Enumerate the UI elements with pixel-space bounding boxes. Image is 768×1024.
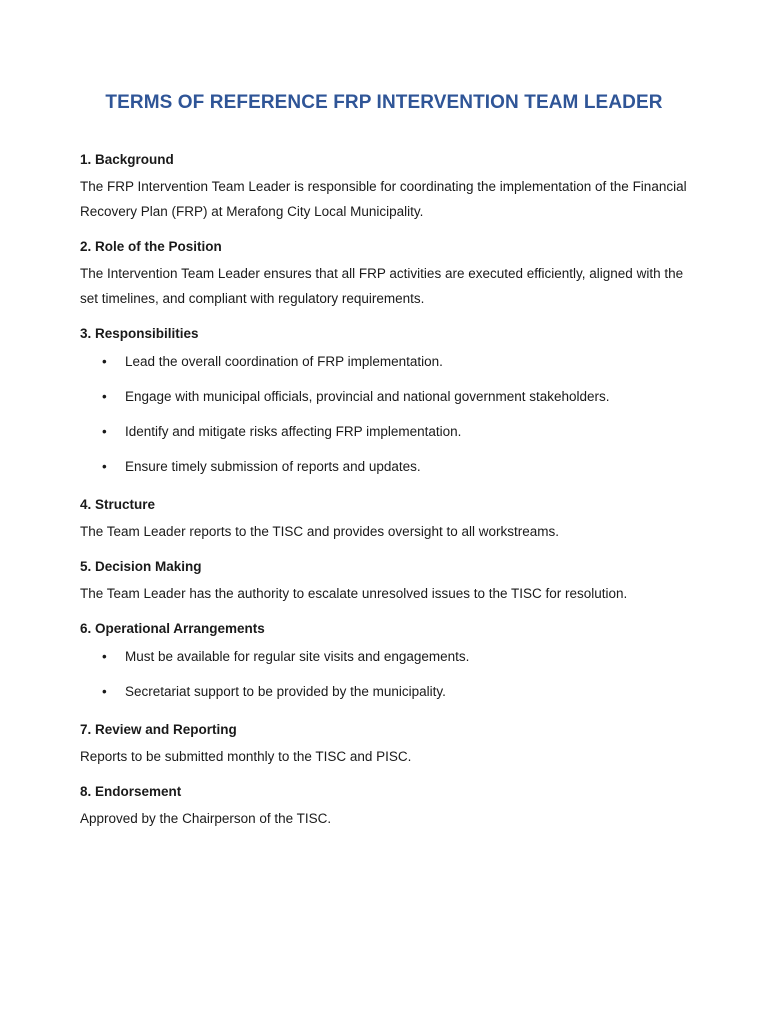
section-heading: 1. Background xyxy=(80,152,174,167)
bullet-list xyxy=(80,646,700,703)
list-item xyxy=(80,386,700,408)
section-paragraph: Approved by the Chairperson of the TISC. xyxy=(80,811,332,826)
list-item-text: Identify and mitigate risks affecting FRP implementation. xyxy=(125,424,462,439)
section-decision-making xyxy=(80,553,700,606)
section-structure xyxy=(80,491,700,544)
section-paragraph: The Intervention Team Leader ensures that all FRP activities are executed efficiently, aligned with the set timelines, and compliant with regulatory requirements. xyxy=(80,266,684,306)
list-item-text: Secretariat support to be provided by the municipality. xyxy=(125,684,446,699)
section-endorsement xyxy=(80,778,700,831)
section-responsibilities xyxy=(80,320,700,478)
bullet-icon: • xyxy=(102,424,107,439)
section-operational-arrangements xyxy=(80,615,700,703)
section-heading: 5. Decision Making xyxy=(80,559,202,574)
bullet-icon: • xyxy=(102,459,107,474)
section-paragraph: The FRP Intervention Team Leader is responsible for coordinating the implementation of the Financial Recovery Plan (FRP) at Merafong City Local Municipality. xyxy=(80,179,687,219)
list-item xyxy=(80,456,700,478)
bullet-icon: • xyxy=(102,389,107,404)
section-role-of-position xyxy=(80,233,700,311)
section-paragraph: The Team Leader reports to the TISC and provides oversight to all workstreams. xyxy=(80,524,559,539)
section-background xyxy=(80,146,700,224)
list-item-text: Ensure timely submission of reports and updates. xyxy=(125,459,421,474)
section-paragraph: Reports to be submitted monthly to the TISC and PISC. xyxy=(80,749,412,764)
bullet-icon: • xyxy=(102,684,107,699)
list-item xyxy=(80,646,700,668)
section-heading: 4. Structure xyxy=(80,497,156,512)
section-review-and-reporting xyxy=(80,716,700,769)
section-heading: 6. Operational Arrangements xyxy=(80,621,265,636)
section-heading: 2. Role of the Position xyxy=(80,239,222,254)
document-title: TERMS OF REFERENCE FRP INTERVENTION TEAM LEADER xyxy=(105,92,663,113)
list-item xyxy=(80,351,700,373)
document-body xyxy=(80,146,700,840)
bullet-icon: • xyxy=(102,354,107,369)
list-item xyxy=(80,421,700,443)
list-item-text: Lead the overall coordination of FRP implementation. xyxy=(125,354,443,369)
list-item-text: Engage with municipal officials, provincial and national government stakeholders. xyxy=(125,389,610,404)
section-paragraph: The Team Leader has the authority to escalate unresolved issues to the TISC for resolution. xyxy=(80,586,628,601)
bullet-icon: • xyxy=(102,649,107,664)
list-item xyxy=(80,681,700,703)
section-heading: 8. Endorsement xyxy=(80,784,182,799)
section-heading: 3. Responsibilities xyxy=(80,326,199,341)
list-item-text: Must be available for regular site visits and engagements. xyxy=(125,649,470,664)
bullet-list xyxy=(80,351,700,478)
section-heading: 7. Review and Reporting xyxy=(80,722,237,737)
